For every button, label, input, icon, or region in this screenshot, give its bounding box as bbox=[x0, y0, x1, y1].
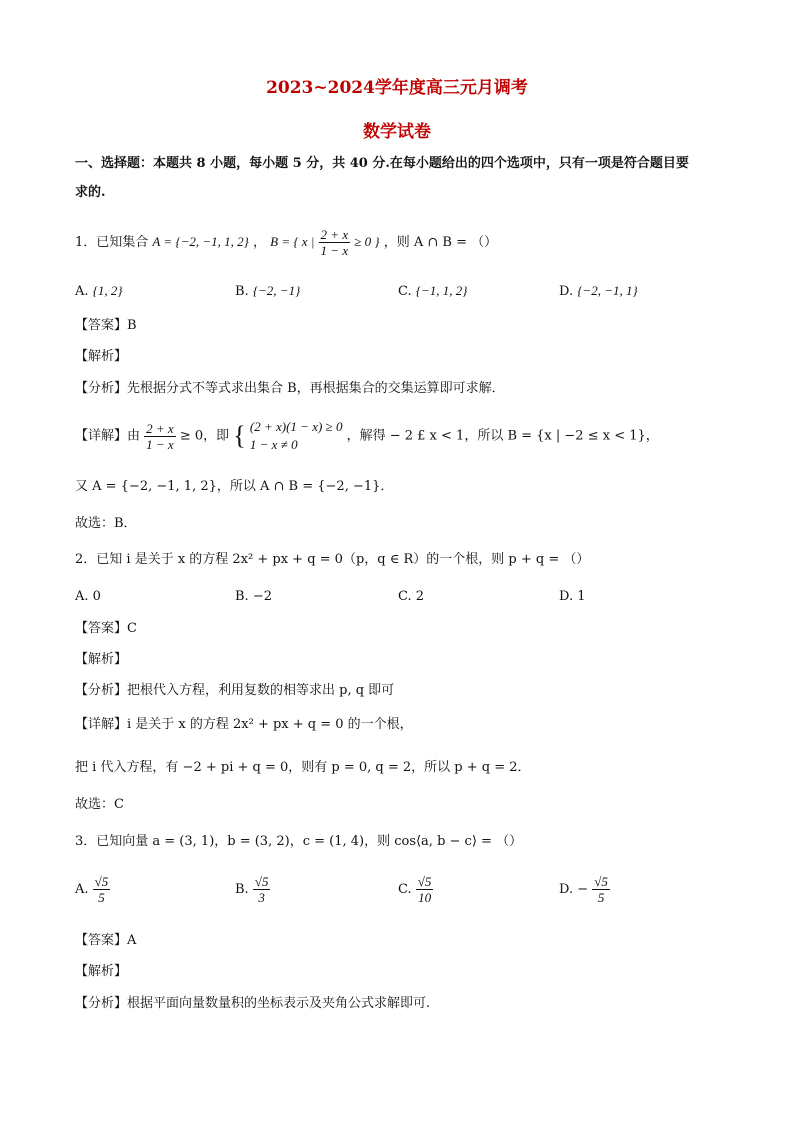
q1-stem-suffix: ，则 A ∩ B = （） bbox=[383, 235, 498, 250]
q1-option-d-label: D. bbox=[559, 284, 574, 299]
q1-option-b bbox=[235, 283, 300, 299]
q3-option-d-denominator: 5 bbox=[597, 890, 605, 905]
q1-line-again: 又 A = {−2, −1, 1, 2}，所以 A ∩ B = {−2, −1}． bbox=[75, 479, 394, 494]
q1-set-b-fraction bbox=[319, 227, 351, 258]
q1-option-b-value: {−2, −1} bbox=[252, 283, 301, 298]
q3-option-b-numerator: √5 bbox=[254, 874, 269, 889]
q2-answer: 【答案】C bbox=[75, 621, 137, 636]
q1-xiangjie-fraction bbox=[144, 421, 176, 452]
q2-option-d-value: 1 bbox=[577, 589, 586, 604]
q1-xiangjie-suffix: ，解得 − 2 £ x < 1，所以 B = {x | −2 ≤ x < 1}， bbox=[346, 428, 659, 444]
q2-option-b bbox=[235, 589, 272, 604]
exam-title: 2023~2024学年度高三元月调考 bbox=[266, 78, 528, 98]
q2-analysis-tag: 【解析】 bbox=[75, 652, 128, 667]
q2-option-a-label: A. bbox=[75, 589, 89, 604]
q2-fenxi: 【分析】把根代入方程，利用复数的相等求出 p, q 即可 bbox=[75, 683, 395, 698]
q1-xiangjie-denominator: 1 − x bbox=[146, 436, 174, 452]
q2-substitution: 把 i 代入方程，有 −2 + pi + q = 0，则有 p = 0, q = 2，所以 p + q = 2． bbox=[75, 760, 531, 775]
q2-choose: 故选：C bbox=[75, 797, 124, 812]
q1-option-b-label: B. bbox=[235, 284, 249, 299]
q2-option-a bbox=[75, 589, 101, 604]
q1-option-d bbox=[559, 283, 638, 299]
q3-option-a-label: A. bbox=[75, 882, 89, 897]
q3-option-b-denominator: 3 bbox=[258, 890, 265, 905]
q3-option-a-fraction bbox=[93, 874, 111, 905]
q3-option-b-fraction bbox=[253, 874, 271, 905]
q1-option-c-value: {−1, 1, 2} bbox=[415, 283, 468, 298]
q2-option-c-value: 2 bbox=[415, 589, 425, 604]
q1-stem bbox=[75, 222, 497, 263]
q1-system-line2: 1 − x ≠ 0 bbox=[249, 437, 298, 452]
q2-option-b-value: −2 bbox=[252, 589, 272, 604]
q3-option-d bbox=[559, 874, 610, 905]
q2-option-d-label: D. bbox=[559, 589, 574, 604]
q1-analysis-tag: 【解析】 bbox=[75, 349, 128, 364]
q1-answer: 【答案】B bbox=[75, 318, 137, 333]
q1-stem-prefix: 1．已知集合 bbox=[75, 235, 149, 250]
q1-choose: 故选：B． bbox=[75, 516, 137, 531]
q2-option-b-label: B. bbox=[235, 589, 249, 604]
q2-option-c bbox=[398, 589, 424, 604]
q3-option-d-label: D. bbox=[559, 882, 574, 897]
q3-option-b-label: B. bbox=[235, 882, 249, 897]
left-brace-icon: { bbox=[233, 421, 246, 450]
exam-subtitle: 数学试卷 bbox=[363, 122, 431, 142]
q3-stem: 3．已知向量 a = (3, 1)，b = (3, 2)，c = (1, 4)，则 cos⟨a, b − c⟩ = （） bbox=[75, 834, 523, 849]
q3-option-a bbox=[75, 874, 110, 905]
q3-answer: 【答案】A bbox=[75, 933, 137, 948]
q1-set-b-suffix: ≥ 0 } bbox=[354, 234, 380, 249]
q1-option-a bbox=[75, 283, 123, 299]
q1-set-a: A = {−2, −1, 1, 2} bbox=[152, 234, 249, 249]
q3-fenxi: 【分析】根据平面向量数量积的坐标表示及夹角公式求解即可. bbox=[75, 996, 431, 1011]
q3-option-c-numerator: √5 bbox=[417, 874, 432, 889]
q3-option-c-label: C. bbox=[398, 882, 412, 897]
q1-comma: ， bbox=[252, 235, 266, 250]
q1-set-b-numerator: 2 + x bbox=[320, 227, 349, 242]
q3-option-c bbox=[398, 874, 433, 905]
q1-set-b-denominator: 1 − x bbox=[320, 243, 349, 258]
q3-option-d-sign: − bbox=[577, 882, 589, 897]
q1-xiangjie-numerator: 2 + x bbox=[146, 420, 174, 436]
section-heading-line2: 求的. bbox=[75, 185, 106, 200]
q1-option-a-label: A. bbox=[75, 284, 89, 299]
q3-option-c-fraction bbox=[416, 874, 434, 905]
q2-xiangjie: 【详解】i 是关于 x 的方程 2x² + px + q = 0 的一个根， bbox=[75, 717, 413, 732]
q1-fenxi: 【分析】先根据分式不等式求出集合 B，再根据集合的交集运算即可求解． bbox=[75, 381, 505, 396]
q3-option-d-numerator: √5 bbox=[594, 874, 608, 889]
section-heading-line1: 一、选择题：本题共 8 小题，每小题 5 分，共 40 分.在每小题给出的四个选项中，只有一项是符合题目要 bbox=[75, 156, 689, 171]
q1-xiangjie-prefix: 【详解】由 bbox=[75, 428, 141, 444]
q1-option-a-value: {1, 2} bbox=[92, 283, 123, 298]
q2-option-d bbox=[559, 589, 586, 604]
q3-analysis-tag: 【解析】 bbox=[75, 964, 128, 979]
q1-system-line1: (2 + x)(1 − x) ≥ 0 bbox=[249, 419, 343, 434]
q2-option-c-label: C. bbox=[398, 589, 412, 604]
q3-option-d-fraction bbox=[592, 874, 610, 905]
q1-option-d-value: {−2, −1, 1} bbox=[577, 283, 638, 298]
q1-xiangjie-mid: ≥ 0，即 bbox=[179, 428, 230, 444]
q3-option-c-denominator: 10 bbox=[418, 890, 432, 905]
q1-option-c-label: C. bbox=[398, 284, 412, 299]
q3-option-b bbox=[235, 874, 270, 905]
q1-option-c bbox=[398, 283, 467, 299]
q1-set-b-prefix: B = { x | bbox=[270, 234, 315, 249]
q1-inequality-system bbox=[250, 418, 343, 454]
q2-stem: 2．已知 i 是关于 x 的方程 2x² + px + q = 0（p，q ∈ R）的一个根，则 p + q = （） bbox=[75, 552, 590, 567]
q2-option-a-value: 0 bbox=[92, 589, 101, 604]
q1-xiangjie bbox=[75, 414, 659, 459]
q3-option-a-denominator: 5 bbox=[98, 890, 105, 905]
q3-option-a-numerator: √5 bbox=[94, 874, 109, 889]
